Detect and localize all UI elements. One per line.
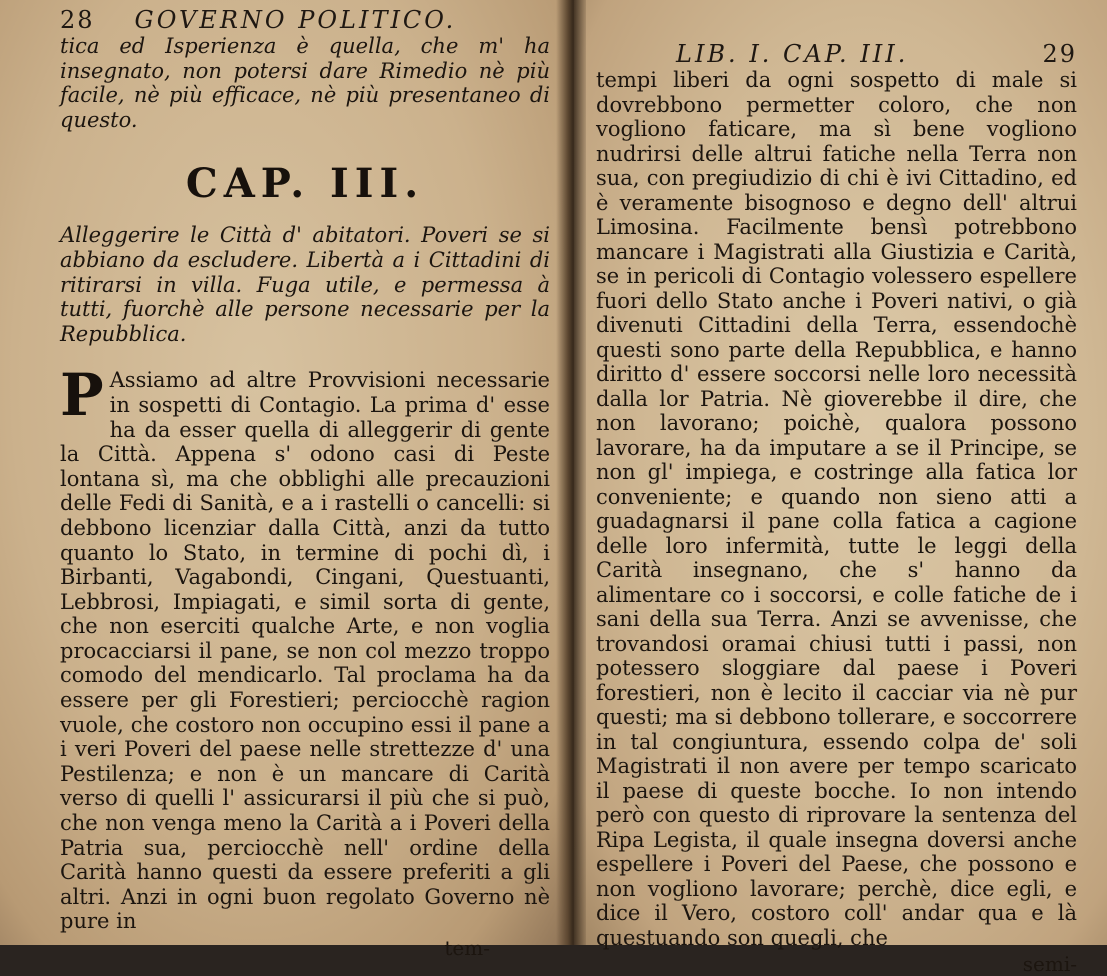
- right-body-text: tempi liberi da ogni sospetto di male si dovrebbono permetter coloro, che non vogliono faticare, ma sì bene vogliono nudrirsi delle altrui fatiche nella Terra non sua, con pregiudizio di chi è ivi Cittadino, ed è veramente bisognoso e degno dell' altrui Limosina. Facilmente bensì potrebbono mancare i Magistrati alla Giustizia e Carità, se in pericoli di Contagio volessero espellere fuori dello Stato anche i Poveri nativi, o già divenuti Cittadini della Terra, essendochè questi sono parte della Repubblica, e hanno diritto d' essere soccorsi nelle loro necessità dalla lor Patria. Nè gioverebbe il dire, che non lavorano; poichè, qualora possono lavorare, ha da imputare a se il Principe, se non gl' impiega, e costringe alla fatica lor conveniente; e quando non sieno atti a guadagnarsi il pane colla fatica a cagione delle loro infermità, tutte le leggi della Carità insegnano, che s' hanno da alimentare co i soccorsi, e colle fatiche de i sani della sua Terra. Anzi se avvenisse, che trovandosi oramai chiusi tutti i passi, non potessero sloggiare dal paese i Poveri forestieri, non è lecito il cacciar via nè pur questi; ma si debbono tollerare, e soccorrere in tal congiuntura, essendo colpa de' soli Magistrati il non avere per tempo scaricato il paese di queste bocche. Io non intendo però con questo di riprovare la sentenza del Ripa Legista, il quale insegna doversi anche espellere i Poveri del Paese, che possono e non vogliono lavorare; perchè, dice egli, e dice il Vero, costoro coll' andar qua e là questuando son quegli, che: [596, 68, 1077, 950]
- book-gutter: [556, 0, 586, 945]
- left-page-number: 28: [60, 6, 95, 34]
- drop-cap: P: [60, 361, 104, 430]
- left-running-head: [60, 6, 550, 34]
- chapter-summary: Alleggerire le Città d' abitatori. Poveri se si abbiano da escludere. Libertà a i Cittadini di ritirarsi in villa. Fuga utile, e permessa à tutti, fuorchè alle persone necessarie per la Repubblica.: [60, 223, 550, 346]
- right-catchword: semi-: [1022, 952, 1077, 976]
- left-opening-text: tica ed Isperienza è quella, che m' ha insegnato, non potersi dare Rimedio nè più facile, nè più efficace, nè più presentaneo di questo.: [60, 34, 550, 132]
- chapter-heading: CAP. III.: [185, 160, 425, 208]
- right-page: [574, 0, 1107, 976]
- left-body-text: Assiamo ad altre Provvisioni necessarie in sospetti di Contagio. La prima d' esse ha da esser quella di alleggerir di gente la Città. Appena s' odono casi di Peste lontana sì, ma che obblighi alle precauzioni delle Fedi di Sanità, e a i rastelli o cancelli: si debbono licenziar dalla Città, anzi da tutto quanto lo Stato, in termine di pochi dì, i Birbanti, Vagabondi, Cingani, Questuanti, Lebbrosi, Impiagati, e simil sorta di gente, che non eserciti qualche Arte, e non voglia procacciarsi il pane, se non col mezzo troppo comodo del mendicarlo. Tal proclama ha da essere per gli Forestieri; perciocchè ragion vuole, che costoro non occupino essi il pane a i veri Poveri del paese nelle strettezze d' una Pestilenza; e non è un mancare di Carità verso di quelli l' assicurarsi il più che si può, che non venga meno la Carità a i Poveri della Patria sua, perciocchè nell' ordine della Carità hanno questi da essere preferiti a gli altri. Anzi in ogni buon regolato Governo nè pure in: [60, 368, 550, 934]
- left-body-paragraph: [60, 361, 550, 934]
- right-page-number: 29: [1042, 40, 1077, 68]
- left-catchword: tem-: [444, 936, 490, 960]
- left-running-title: GOVERNO POLITICO.: [134, 6, 457, 34]
- right-running-head: [596, 40, 1077, 68]
- right-running-title: LIB. I. CAP. III.: [676, 40, 909, 68]
